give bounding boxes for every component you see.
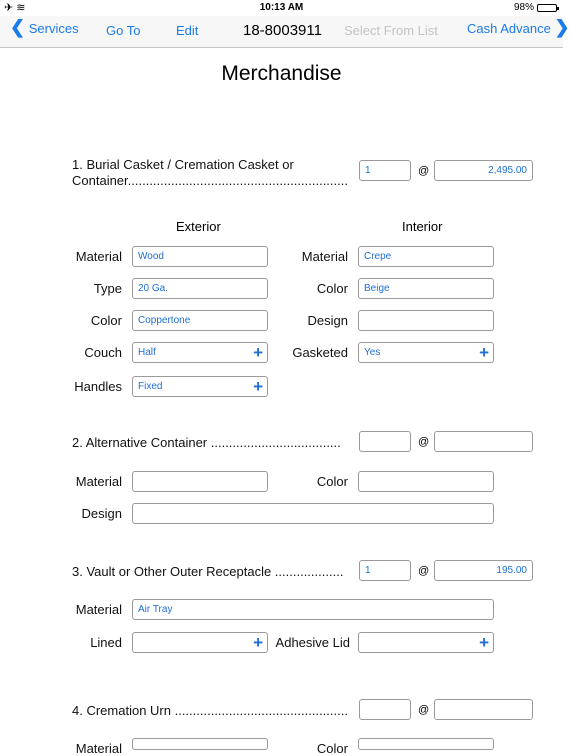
int-material-field[interactable]: Crepe xyxy=(358,246,494,267)
vault-price-field[interactable]: 195.00 xyxy=(434,560,533,581)
adhesive-lid-select[interactable] xyxy=(358,632,494,653)
gasketed-value: Yes xyxy=(364,347,381,358)
gasketed-select[interactable] xyxy=(358,342,494,363)
alt-container-price-field[interactable] xyxy=(434,431,533,452)
alt-container-label: 2. Alternative Container .................................... xyxy=(72,435,341,450)
couch-label: Couch xyxy=(84,345,122,360)
goto-button[interactable]: Go To xyxy=(106,23,141,38)
ext-color-field[interactable]: Coppertone xyxy=(132,310,268,331)
ext-type-field[interactable]: 20 Ga. xyxy=(132,278,268,299)
at-symbol: @ xyxy=(418,165,430,177)
plus-icon[interactable]: + xyxy=(253,633,263,652)
at-symbol: @ xyxy=(418,436,430,448)
battery-status xyxy=(514,2,557,13)
int-material-label: Material xyxy=(301,249,348,264)
at-symbol: @ xyxy=(418,704,430,716)
airplane-wifi-icon: ✈ ︎≋ xyxy=(4,2,26,14)
urn-price-field[interactable] xyxy=(434,699,533,720)
exterior-heading: Exterior xyxy=(176,219,221,234)
casket-line1: 1. Burial Casket / Cremation Casket or xyxy=(72,157,294,172)
gasketed-label: Gasketed xyxy=(292,345,348,360)
urn-color-label: Color xyxy=(316,741,348,756)
select-from-list-button[interactable]: Select From List xyxy=(344,23,438,38)
cash-advance-label: Cash Advance xyxy=(467,21,551,36)
alt-color-label: Color xyxy=(316,474,348,489)
ext-color-label: Color xyxy=(90,313,122,328)
int-design-label: Design xyxy=(307,313,348,328)
alt-design-field[interactable] xyxy=(132,503,494,524)
urn-label: 4. Cremation Urn ................................................ xyxy=(72,703,348,718)
ext-type-label: Type xyxy=(93,281,122,296)
edit-button[interactable]: Edit xyxy=(176,23,199,38)
page-title: Merchandise xyxy=(221,62,342,85)
vault-material-field[interactable]: Air Tray xyxy=(132,599,494,620)
plus-icon[interactable]: + xyxy=(479,633,489,652)
vault-material-label: Material xyxy=(75,602,122,617)
cash-advance-button[interactable] xyxy=(467,17,570,37)
chevron-left-icon: ❮ xyxy=(10,17,26,37)
handles-select[interactable] xyxy=(132,376,268,397)
ext-material-field[interactable]: Wood xyxy=(132,246,268,267)
interior-heading: Interior xyxy=(402,219,443,234)
urn-quantity-field[interactable] xyxy=(359,699,411,720)
alt-container-quantity-field[interactable] xyxy=(359,431,411,452)
lined-label: Lined xyxy=(90,635,122,650)
back-button[interactable] xyxy=(10,17,79,37)
handles-value: Fixed xyxy=(138,381,163,392)
battery-percent: 98% xyxy=(513,2,534,13)
at-symbol: @ xyxy=(418,565,430,577)
nav-title: 18-8003911 xyxy=(243,22,322,39)
status-bar xyxy=(0,0,563,16)
vault-label: 3. Vault or Other Outer Receptacle ................... xyxy=(72,564,344,579)
handles-label: Handles xyxy=(74,379,122,394)
int-design-field[interactable] xyxy=(358,310,494,331)
casket-quantity-field[interactable]: 1 xyxy=(359,160,411,181)
plus-icon[interactable]: + xyxy=(253,377,263,396)
battery-icon xyxy=(537,4,557,12)
adhesive-lid-label: Adhesive Lid xyxy=(275,635,350,650)
int-color-field[interactable]: Beige xyxy=(358,278,494,299)
casket-price-field[interactable]: 2,495.00 xyxy=(434,160,533,181)
urn-material-label: Material xyxy=(75,741,122,756)
vault-quantity-field[interactable]: 1 xyxy=(359,560,411,581)
alt-color-field[interactable] xyxy=(358,471,494,492)
couch-value: Half xyxy=(138,347,156,358)
casket-line2: Container............................................................. xyxy=(72,173,348,188)
int-color-label: Color xyxy=(316,281,348,296)
alt-design-label: Design xyxy=(81,506,122,521)
status-time: 10:13 AM xyxy=(259,2,304,13)
back-label: Services xyxy=(28,21,79,36)
navigation-bar xyxy=(0,16,570,48)
ext-material-label: Material xyxy=(75,249,122,264)
plus-icon[interactable]: + xyxy=(253,343,263,362)
urn-color-field[interactable] xyxy=(358,738,494,750)
lined-select[interactable] xyxy=(132,632,268,653)
alt-material-label: Material xyxy=(75,474,122,489)
plus-icon[interactable]: + xyxy=(479,343,489,362)
chevron-right-icon: ❯ xyxy=(554,17,570,37)
